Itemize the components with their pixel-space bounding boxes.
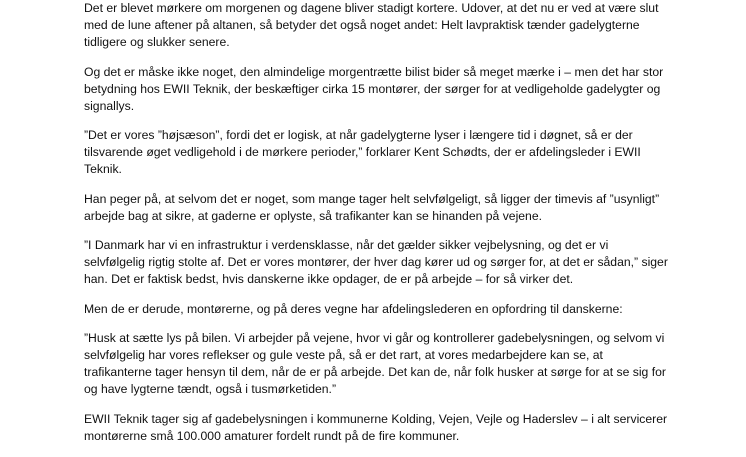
- text-line: Det er blevet mørkere om morgenen og dagene bliver stadigt kortere. Udover, at det nu er ved at være slut: [84, 1, 659, 15]
- paragraph-2: [84, 64, 724, 115]
- text-line: Men de er derude, montørerne, og på deres vegne har afdelingslederen en opfordring til danskerne:: [84, 301, 623, 316]
- paragraph-6: [84, 301, 724, 318]
- text-line: Teknik.: [84, 162, 122, 177]
- text-line: Og det er måske ikke noget, den almindelige morgentrætte bilist bider så meget mærke i – men det har stor: [84, 64, 664, 79]
- document-body: [84, 0, 724, 457]
- paragraph-3: [84, 127, 724, 178]
- text-line: med de lune aftener på altanen, så betyder det også noget andet: Helt lavpraktisk tænder gadelygterne: [84, 18, 640, 33]
- text-line: betydning hos EWII Teknik, der beskæftiger cirka 15 montører, der sørger for at vedligeholde gadelygter og: [84, 81, 661, 96]
- text-line: han. Det er faktisk bedst, hvis danskerne ikke opdager, de er på arbejde – for så virker det.: [84, 272, 574, 287]
- text-line: signallys.: [84, 98, 135, 113]
- paragraph-8: [84, 411, 724, 445]
- text-line: selvfølgelig rigtig stolte af. Det er vores montører, der hver dag kører ud og sørger for, at det er sådan,” siger: [84, 255, 668, 270]
- text-line: tilsvarende øget vedligehold i de mørkere perioder,” forklarer Kent Schødts, der er afdelingsleder i EWII: [84, 145, 641, 160]
- text-line: EWII Teknik tager sig af gadebelysningen i kommunerne Kolding, Vejen, Vejle og Haderslev – i alt servicerer: [84, 411, 668, 426]
- paragraph-5: [84, 237, 724, 288]
- paragraph-7: [84, 330, 724, 398]
- text-line: arbejde bag at sikre, at gaderne er oplyste, så trafikanter kan se hinanden på vejene.: [84, 208, 543, 223]
- paragraph-1: [84, 0, 724, 51]
- text-line: ”Det er vores ”højsæson”, fordi det er logisk, at når gadelygterne lyser i længere tid i døgnet, så er der: [84, 128, 633, 143]
- text-line: ”Husk at sætte lys på bilen. Vi arbejder på vejene, hvor vi går og kontrollerer gadebelysningen, og selvom vi: [84, 331, 665, 346]
- text-line: selvfølgelig har vores reflekser og gule veste på, så er det rart, at vores medarbejdere kan se, at: [84, 348, 603, 363]
- text-line: montørerne små 100.000 amaturer fordelt rundt på de fire kommuner.: [84, 428, 460, 443]
- text-line: og have lygterne tændt, også i tusmørketiden.”: [84, 382, 337, 397]
- text-line: ”I Danmark har vi en infrastruktur i verdensklasse, når det gælder sikker vejbelysning, og det er vi: [84, 238, 609, 253]
- text-line: Han peger på, at selvom det er noget, som mange tager helt selvfølgeligt, så ligger der timevis af ”usynligt”: [84, 191, 660, 206]
- text-line: trafikanterne tager hensyn til dem, når de er på arbejde. Det kan de, når folk husker at sørge for at se sig for: [84, 365, 666, 380]
- paragraph-4: [84, 191, 724, 225]
- text-line: tidligere og slukker senere.: [84, 35, 230, 50]
